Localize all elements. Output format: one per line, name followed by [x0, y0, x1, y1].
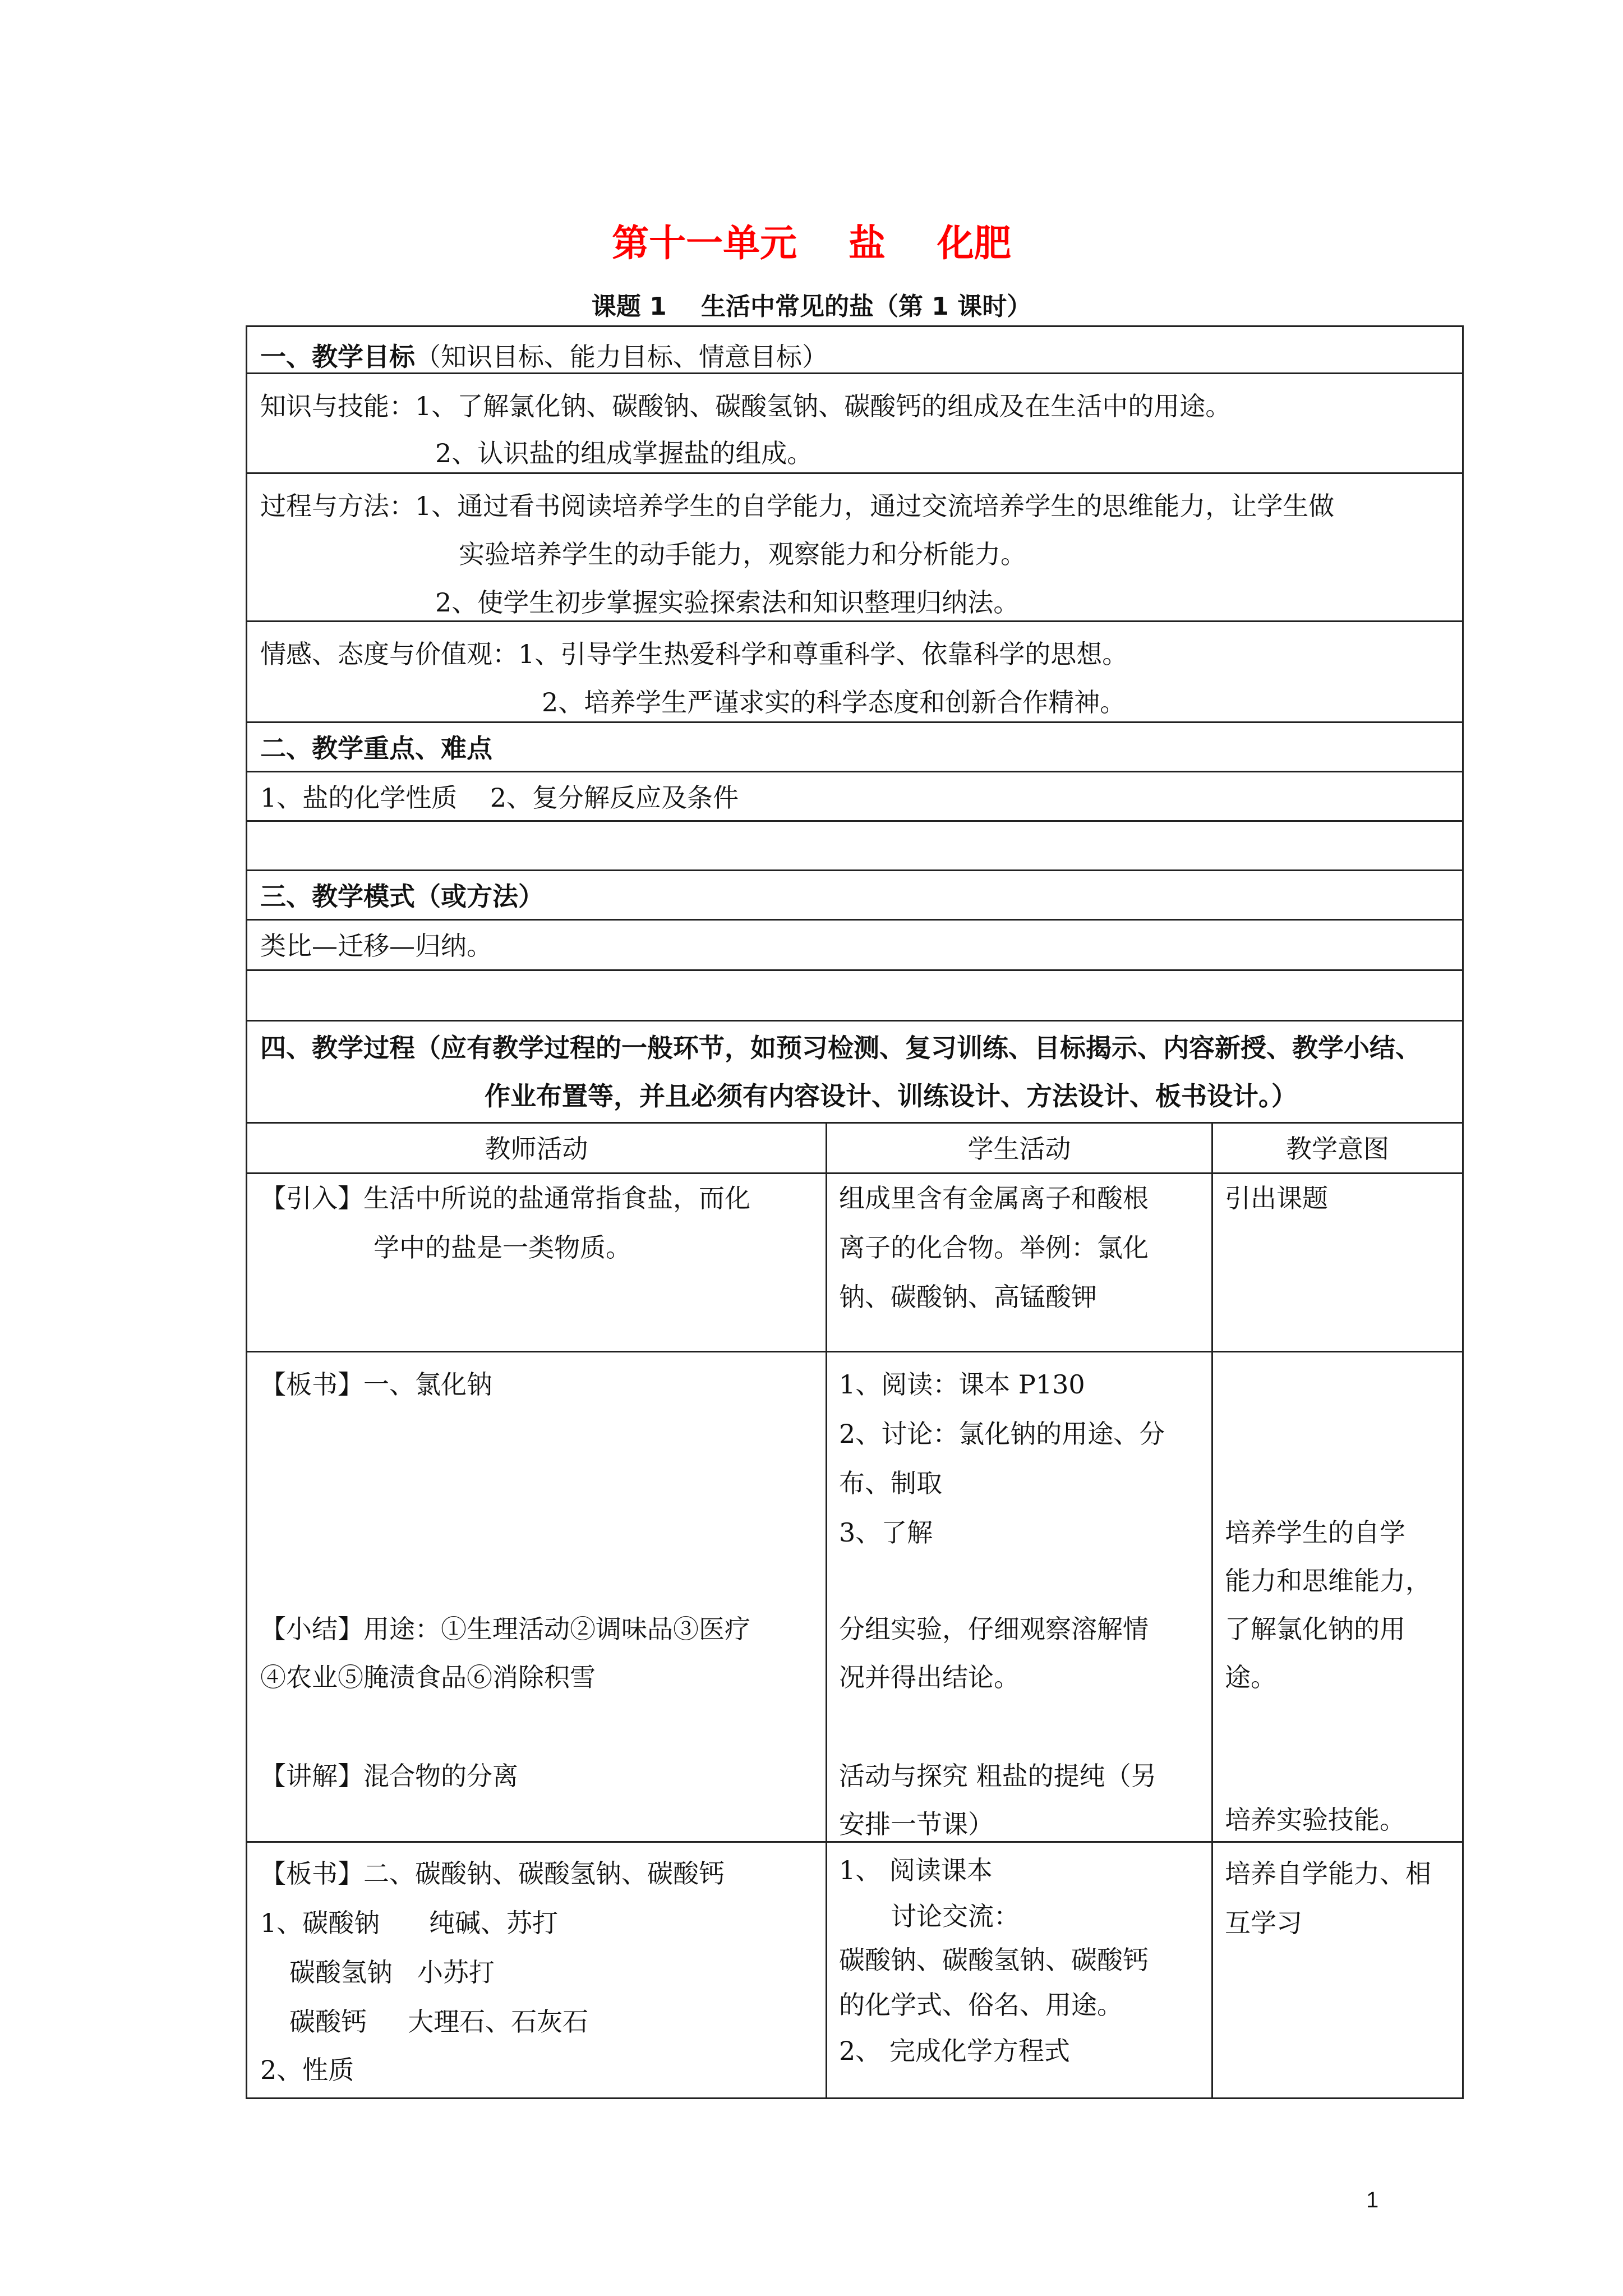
column-rule [1211, 1122, 1213, 2099]
row3-teacher-line-3: 碳酸氢钠 小苏打 [289, 1957, 495, 1987]
section1-heading: 一、教学目标 [260, 342, 415, 372]
row3-student-line-5: 2、 完成化学方程式 [839, 2036, 1070, 2066]
lesson-subtitle: 课题 1 生活中常见的盐（第 1 课时） [591, 292, 1032, 321]
row2-teacher-explain: 【讲解】混合物的分离 [260, 1761, 518, 1791]
row2-student-experiment-line-2: 况并得出结论。 [839, 1662, 1020, 1692]
row1-intent: 引出课题 [1225, 1183, 1328, 1213]
table-rule [246, 1351, 1464, 1352]
row2-intent-line-2: 能力和思维能力， [1225, 1566, 1431, 1596]
section1-heading-row [260, 332, 828, 381]
row1-teacher-line-2: 学中的盐是一类物质。 [374, 1232, 631, 1263]
row2-student-line-1: 1、阅读：课本 P130 [839, 1369, 1085, 1400]
row2-intent-line-3: 了解氯化钠的用 [1225, 1614, 1405, 1644]
knowledge-line-1: 知识与技能：1、了解氯化钠、碳酸钠、碳酸氢钠、碳酸钙的组成及在生活中的用途。 [260, 391, 1232, 421]
table-rule [246, 472, 1464, 474]
row2-teacher-summary-line-2: ④农业⑤腌渍食品⑥消除积雪 [260, 1662, 596, 1692]
row3-teacher-line-4: 碳酸钙 大理石、石灰石 [289, 2007, 589, 2037]
section4-heading-line-2: 作业布置等，并且必须有内容设计、训练设计、方法设计、板书设计。） [485, 1081, 1297, 1111]
section3-heading: 三、教学模式（或方法） [260, 881, 544, 912]
row2-teacher-board: 【板书】一、氯化钠 [260, 1369, 492, 1400]
row2-student-experiment-line-1: 分组实验，仔细观察溶解情 [839, 1614, 1149, 1644]
row3-intent-line-1: 培养自学能力、相 [1225, 1858, 1431, 1889]
page-title: 第十一单元 盐 化肥 [612, 222, 1011, 265]
emotion-line-1: 情感、态度与价值观：1、引导学生热爱科学和尊重科学、依靠科学的思想。 [260, 639, 1128, 669]
key-points: 1、盐的化学性质 2、复分解反应及条件 [260, 783, 739, 813]
column-header-teacher: 教师活动 [485, 1134, 588, 1164]
table-rule [246, 1122, 1464, 1124]
knowledge-line-2: 2、认识盐的组成掌握盐的组成。 [435, 438, 813, 468]
row1-student-line-3: 钠、碳酸钠、高锰酸钾 [839, 1282, 1097, 1312]
row3-student-line-4: 的化学式、俗名、用途。 [839, 1990, 1123, 2020]
row2-intent-line-1: 培养学生的自学 [1225, 1517, 1405, 1548]
page-number: 1 [1366, 2188, 1379, 2212]
row2-teacher-summary-line-1: 【小结】用途：①生理活动②调味品③医疗 [260, 1614, 750, 1644]
row1-teacher-line-1: 【引入】生活中所说的盐通常指食盐，而化 [260, 1183, 750, 1213]
row2-intent-skills: 培养实验技能。 [1225, 1805, 1405, 1835]
row2-student-line-4: 3、了解 [839, 1517, 933, 1548]
row2-intent-line-4: 途。 [1225, 1662, 1276, 1692]
process-line-1: 过程与方法：1、通过看书阅读培养学生的自学能力，通过交流培养学生的思维能力，让学生做 [260, 491, 1335, 521]
row3-student-line-3: 碳酸钠、碳酸氢钠、碳酸钙 [839, 1945, 1149, 1975]
column-header-intent: 教学意图 [1286, 1134, 1389, 1164]
column-rule [826, 1122, 827, 2099]
row2-student-line-3: 布、制取 [839, 1468, 942, 1498]
row1-student-line-1: 组成里含有金属离子和酸根 [839, 1183, 1149, 1213]
section4-heading-line-1: 四、教学过程（应有教学过程的一般环节，如预习检测、复习训练、目标揭示、内容新授、教学小结、 [260, 1033, 1421, 1063]
row2-student-line-2: 2、讨论：氯化钠的用途、分 [839, 1419, 1165, 1449]
process-line-2: 实验培养学生的动手能力，观察能力和分析能力。 [459, 539, 1026, 569]
column-header-student: 学生活动 [967, 1134, 1071, 1164]
table-rule [246, 1020, 1464, 1022]
row2-student-activity-line-1: 活动与探究 粗盐的提纯（另 [839, 1761, 1157, 1791]
row3-teacher-line-1: 【板书】二、碳酸钠、碳酸氢钠、碳酸钙 [260, 1858, 725, 1889]
row1-student-line-2: 离子的化合物。举例：氯化 [839, 1232, 1149, 1263]
row2-student-activity-line-2: 安排一节课） [839, 1809, 994, 1839]
table-rule [246, 869, 1464, 871]
row3-student-line-1: 1、 阅读课本 [839, 1855, 993, 1885]
emotion-line-2: 2、培养学生严谨求实的科学态度和创新合作精神。 [542, 687, 1126, 717]
row3-intent-line-2: 互学习 [1225, 1908, 1302, 1938]
row3-student-line-2: 讨论交流： [891, 1901, 1020, 1931]
row3-teacher-line-5: 2、性质 [260, 2055, 354, 2085]
row3-teacher-line-2: 1、碳酸钠 纯碱、苏打 [260, 1908, 558, 1938]
section2-heading: 二、教学重点、难点 [260, 733, 492, 763]
teaching-method: 类比—迁移—归纳。 [260, 931, 492, 961]
process-line-3: 2、使学生初步掌握实验探索法和知识整理归纳法。 [435, 587, 1020, 618]
section1-heading-note: （知识目标、能力目标、情意目标） [415, 342, 828, 372]
